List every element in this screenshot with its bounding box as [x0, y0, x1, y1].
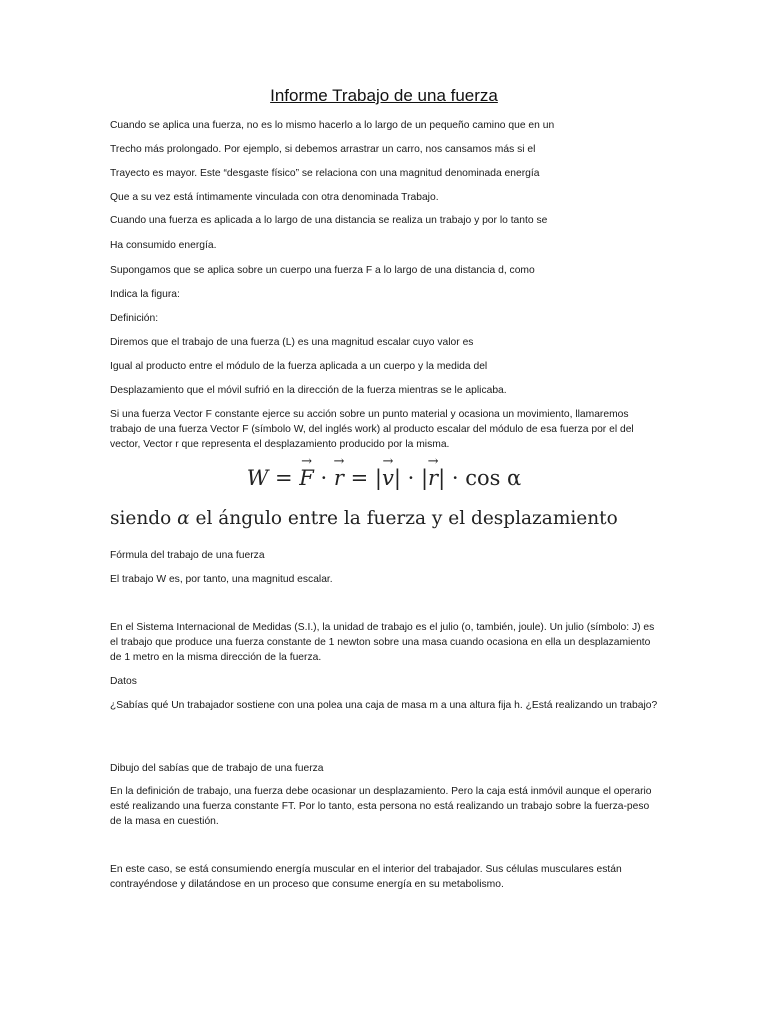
body-line: Trayecto es mayor. Este “desgaste físico” se relaciona con una magnitud denominada energía [110, 168, 540, 179]
body-line: Que a su vez está íntimamente vinculada con otra denominada Trabajo. [110, 192, 439, 203]
paragraph-vector: Si una fuerza Vector F constante ejerce su acción sobre un punto material y ocasiona un movimiento, llamaremos trabajo de una fuerza Vector F (símbolo W, del inglés work) al producto escalar del módulo de esa fuerza por el del vector, Vector r que representa el desplazamiento producido por la misma. [110, 409, 634, 451]
body-line: Indica la figura: [110, 289, 180, 300]
formula-caption-siendo: siendo α el ángulo entre la fuerza y el desplazamiento [110, 508, 618, 529]
section-heading-datos: Datos [110, 676, 137, 687]
body-line: El trabajo W es, por tanto, una magnitud escalar. [110, 574, 333, 585]
work-formula: W = → F · → r = | → v| · | → r| · cos α [246, 454, 522, 490]
body-line: Desplazamiento que el móvil sufrió en la dirección de la fuerza mientras se le aplicaba. [110, 385, 507, 396]
formula-f-vector: → F [299, 454, 314, 490]
caption-dibujo: Dibujo del sabías que de trabajo de una fuerza [110, 763, 324, 774]
body-line: Diremos que el trabajo de una fuerza (L) es una magnitud escalar cuyo valor es [110, 337, 474, 348]
body-line: Trecho más prolongado. Por ejemplo, si debemos arrastrar un carro, nos cansamos más si el [110, 144, 536, 155]
formula-r-vector: → r [333, 454, 345, 490]
body-line: Supongamos que se aplica sobre un cuerpo una fuerza F a lo largo de una distancia d, como [110, 265, 535, 276]
caption-formula: Fórmula del trabajo de una fuerza [110, 550, 265, 561]
paragraph-definicion: En la definición de trabajo, una fuerza debe ocasionar un desplazamiento. Pero la caja está inmóvil aunque el operario esté realizando una fuerza constante FT. Por lo tanto, esta persona no está realizando un trabajo sobre la fuerza-peso de la masa en cuestión. [110, 786, 652, 828]
document-title: Informe Trabajo de una fuerza [270, 86, 498, 105]
formula-w: W [246, 466, 269, 490]
body-line: Igual al producto entre el módulo de la fuerza aplicada a un cuerpo y la medida del [110, 361, 488, 372]
formula-v-vector: → v [381, 454, 394, 490]
formula-r-vector: → r [427, 454, 439, 490]
body-line: Cuando una fuerza es aplicada a lo largo de una distancia se realiza un trabajo y por lo tanto se [110, 215, 548, 226]
section-heading-definicion: Definición: [110, 313, 159, 324]
body-line: Cuando se aplica una fuerza, no es lo mismo hacerlo a lo largo de un pequeño camino que en un [110, 120, 555, 131]
paragraph-sabias: ¿Sabías qué Un trabajador sostiene con una polea una caja de masa m a una altura fija h. ¿Está realizando un trabajo? [110, 700, 658, 711]
paragraph-caso: En este caso, se está consumiendo energía muscular en el interior del trabajador. Sus células musculares están contrayéndose y dilatándose en un proceso que consume energía en su metabolismo. [110, 864, 622, 891]
paragraph-si-units: En el Sistema Internacional de Medidas (S.I.), la unidad de trabajo es el julio (o, también, joule). Un julio (símbolo: J) es el trabajo que produce una fuerza constante de 1 newton sobre una masa cuando ocasiona en ella un desplazamiento de 1 metro en la misma dirección de la fuerza. [110, 622, 655, 664]
body-line: Ha consumido energía. [110, 240, 217, 251]
